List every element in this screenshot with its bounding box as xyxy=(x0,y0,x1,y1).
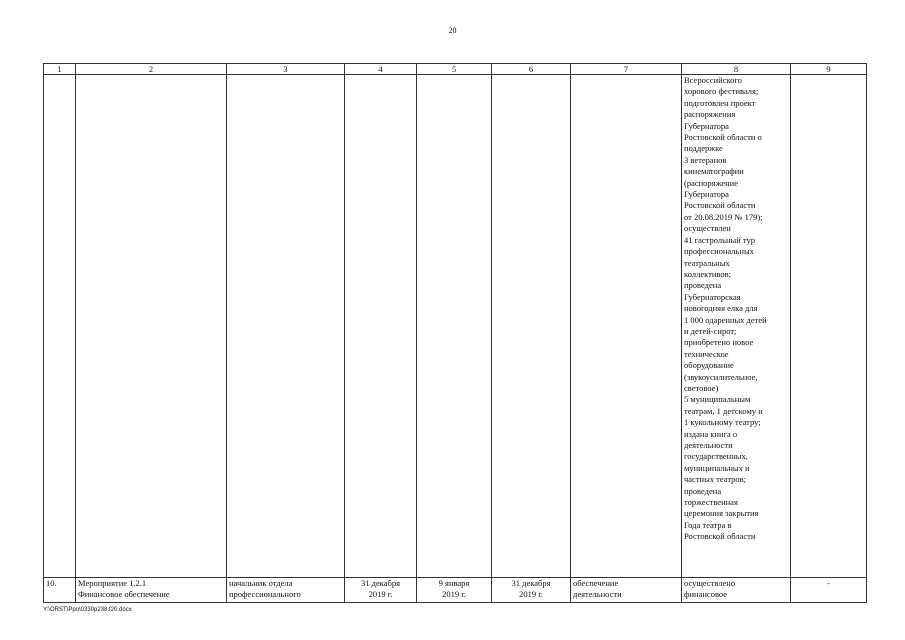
empty-cell xyxy=(227,75,345,578)
actual-result-continuation: Всероссийского хорового фестиваля; подготовлен проект распоряжения Губернатора Ростовской области о поддержке 3 ветеранов кинематографии (распоряжение Губернатора Ростовской области от 20.08.2019 № 179); осуществлен 41 гастрольный тур профессиональных театральных коллективов; проведена Губернаторская новогодняя елка для 1 000 одаренных детей и детей-сирот; приобретено новое техническое оборудование (звукоусилительное, световое) 5 муниципальным театрам, 1 детскому и 1 кукольному театру; издана книга о деятельности государственных, муниципальных и частных театров; проведена торжественная церемония закрытия Года театра в Ростовской области xyxy=(682,75,791,578)
column-number-row xyxy=(44,64,867,75)
empty-cell xyxy=(492,75,571,578)
header-cell: 1 xyxy=(44,64,76,75)
report-table xyxy=(43,63,867,603)
start-date: 9 января 2019 г. xyxy=(417,578,492,603)
header-cell: 8 xyxy=(682,64,791,75)
header-cell: 4 xyxy=(345,64,417,75)
table-row xyxy=(44,578,867,603)
empty-cell xyxy=(76,75,227,578)
event-name: Мероприятие 1.2.1 Финансовое обеспечение xyxy=(76,578,227,603)
header-cell: 6 xyxy=(492,64,571,75)
header-cell: 2 xyxy=(76,64,227,75)
header-cell: 5 xyxy=(417,64,492,75)
header-cell: 7 xyxy=(571,64,682,75)
expected-result: обеспечение деятельности xyxy=(571,578,682,603)
page-number: 20 xyxy=(448,26,457,35)
empty-cell xyxy=(44,75,76,578)
row-number: 10. xyxy=(44,578,76,603)
header-cell: 3 xyxy=(227,64,345,75)
empty-cell xyxy=(791,75,867,578)
planned-date: 31 декабря 2019 г. xyxy=(345,578,417,603)
file-path-footer: Y:\ORST\Ppo\0330p238.f20.docx xyxy=(43,607,132,613)
end-date: 31 декабря 2019 г. xyxy=(492,578,571,603)
empty-cell xyxy=(571,75,682,578)
actual-result: осуществлено финансовое xyxy=(682,578,791,603)
empty-cell xyxy=(417,75,492,578)
empty-cell xyxy=(345,75,417,578)
continuation-row xyxy=(44,75,867,578)
responsible-person: начальник отдела профессионального xyxy=(227,578,345,603)
header-cell: 9 xyxy=(791,64,867,75)
notes: - xyxy=(791,578,867,603)
